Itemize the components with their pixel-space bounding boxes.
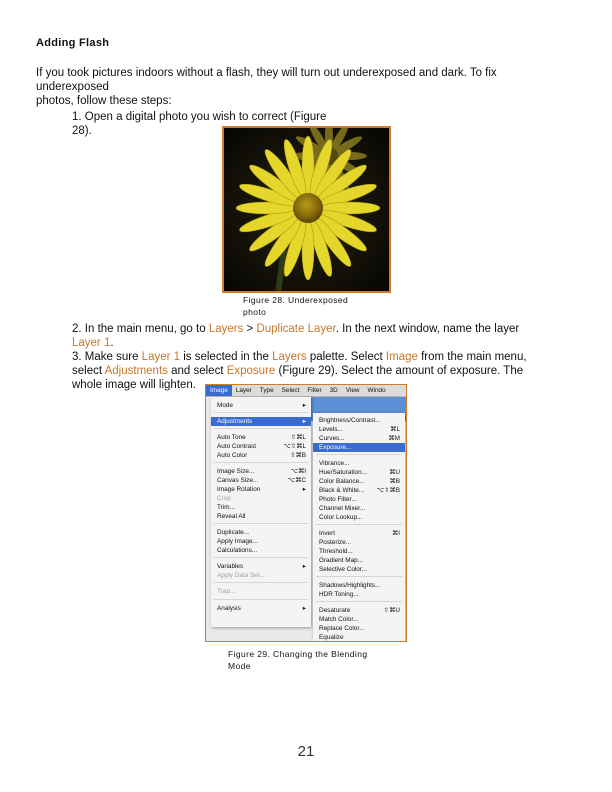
menubar-item-layer[interactable]: Layer [235,387,252,394]
menubar-item-image[interactable]: Image [206,385,232,396]
submenu-arrow-icon: ▸ [302,418,306,425]
term-adjustments: Adjustments [104,365,168,377]
step-2-arrow: > [243,323,257,335]
image-menu-item-label: Apply Data Set... [217,572,265,579]
image-menu-item-analysis[interactable] [211,604,311,613]
image-menu-item-label: Image Rotation [217,486,261,493]
adjustments-menu-item-hdr-toning[interactable] [313,590,405,599]
adjustments-menu-item-shortcut: ⌥⇧⌘B [376,487,400,494]
section-heading: Adding Flash [36,37,110,49]
adjustments-menu-item-label: Posterize... [319,539,351,546]
adjustments-menu-item-shortcut: ⌘I [391,530,400,537]
image-menu-item-label: Calculations... [217,547,258,554]
figure-29-caption [228,648,367,672]
adjustments-menu-item-label: Vibrance... [319,460,350,467]
adjustments-menu-item-hue-saturation[interactable] [313,468,405,477]
image-menu-item-label: Variables [217,563,244,570]
figure-29-caption-line-1: Figure 29. Changing the Blending [228,649,368,659]
adjustments-submenu [313,413,405,641]
image-menu-item-label: Crop [217,495,231,502]
adjustments-menu-item-color-lookup[interactable] [313,513,405,522]
submenu-arrow-icon: ▸ [302,563,306,570]
image-menu-item-label: Auto Color [217,452,248,459]
adjustments-menu-item-shortcut: ⇧⌘U [383,607,400,614]
image-menu-item-shortcut: ⌥⌘C [287,477,306,484]
image-menu-item-shortcut: ⇧⌘L [290,434,306,441]
adjustments-menu-item-replace-color[interactable] [313,624,405,633]
intro-line-1: If you took pictures indoors without a flash, they will turn out underexposed and dark. To fix [36,67,497,79]
step-2 [72,322,572,350]
image-menu-item-shortcut: ⇧⌘B [289,452,306,459]
step-1-line-1: 1. Open a digital photo you wish to correct (Figure [72,111,327,123]
adjustments-menu-item-label: Color Lookup... [319,514,363,521]
adjustments-menu-item-shadows-highlights[interactable] [313,581,405,590]
adjustments-menu-item-label: Black & White... [319,487,365,494]
image-menu-item-adjustments[interactable] [211,417,311,426]
figure-29-caption-line-2: Mode [228,661,251,671]
step-3-text-h: whole image will lighten. [72,379,197,391]
adjustments-menu-item-color-balance[interactable] [313,477,405,486]
image-menu-item-image-size[interactable] [211,467,311,476]
adjustments-menu-item-channel-mixer[interactable] [313,504,405,513]
image-menu-item-label: Apply Image... [217,538,258,545]
image-menu-item-label: Image Size... [217,468,255,475]
adjustments-menu-item-label: HDR Toning... [319,591,359,598]
term-exposure: Exposure [226,365,276,377]
image-menu-item-mode[interactable] [211,401,311,410]
step-3-text-a: 3. Make sure [72,351,142,363]
figure-29-screenshot [205,384,407,642]
intro-line-3: photos, follow these steps: [36,95,172,107]
adjustments-menu-item-label: Hue/Saturation... [319,469,367,476]
image-menu-item-label: Trap... [217,588,236,595]
intro-line-2: underexposed [36,81,109,93]
figure-28-caption-line-1: Figure 28. Underexposed [243,295,349,305]
image-menu-item-label: Auto Tone [217,434,246,441]
menubar-item-filter[interactable]: Filter [307,387,322,394]
image-menu-item-shortcut: ⌥⇧⌘L [283,443,306,450]
adjustments-menu-item-invert[interactable] [313,529,405,538]
adjustments-menu-separator [316,524,402,525]
menubar-item-windo[interactable]: Windo [367,387,386,394]
step-2-suffix: . In the next window, name the layer [335,323,520,335]
image-menu-item-label: Adjustments [217,418,253,425]
adjustments-menu-item-levels[interactable] [313,425,405,434]
adjustments-menu-item-label: Replace Color... [319,625,365,632]
menubar-item-view[interactable]: View [345,387,360,394]
image-menu-item-label: Mode [217,402,233,409]
adjustments-menu-item-label: Gradient Map... [319,557,364,564]
image-menu [211,397,311,627]
image-menu-separator [214,582,308,583]
term-layer-1: Layer 1 [141,351,181,363]
menubar-item-3d[interactable]: 3D [329,387,338,394]
image-menu-item-image-rotation[interactable] [211,485,311,494]
image-menu-separator [214,599,308,600]
figure-28-caption [243,294,348,318]
adjustments-menu-separator [316,454,402,455]
step-2-text: 2. In the main menu, go to [72,323,209,335]
term-duplicate-layer: Duplicate Layer [256,323,336,335]
adjustments-menu-item-label: Channel Mixer... [319,505,366,512]
step-2-end: . [110,337,114,349]
adjustments-menu-item-label: Exposure... [319,444,352,451]
figure-28-caption-line-2: photo [243,307,267,317]
image-menu-item-trap[interactable] [211,587,311,596]
adjustments-menu-item-threshold[interactable] [313,547,405,556]
term-image: Image [385,351,418,363]
adjustments-menu-separator [316,576,402,577]
intro-paragraph [36,66,576,108]
image-menu-item-shortcut: ⌥⌘I [290,468,306,475]
adjustments-menu-item-label: Invert [319,530,335,537]
image-menu-separator [214,557,308,558]
adjustments-menu-item-brightness-contrast[interactable] [313,416,405,425]
adjustments-menu-item-gradient-map[interactable] [313,556,405,565]
figure-28-photo [222,126,391,293]
image-menu-item-label: Canvas Size... [217,477,259,484]
adjustments-menu-separator [316,601,402,602]
image-menu-item-calculations[interactable] [211,546,311,555]
term-layer-1: Layer 1 [72,337,111,349]
image-menu-item-reveal-all[interactable] [211,512,311,521]
image-menu-item-label: Auto Contrast [217,443,257,450]
image-menu-item-auto-color[interactable] [211,451,311,460]
adjustments-menu-item-label: Threshold... [319,548,353,555]
daisy-image [224,128,389,291]
adjustments-menu-item-curves[interactable] [313,434,405,443]
adjustments-menu-item-exposure[interactable] [313,443,405,452]
image-menu-item-label: Analysis [217,605,241,612]
image-menu-item-variables[interactable] [211,562,311,571]
menu-bar [206,385,406,397]
adjustments-menu-item-label: Levels... [319,426,343,433]
submenu-arrow-icon: ▸ [302,402,306,409]
adjustments-menu-item-label: Equalize [319,634,344,641]
image-menu-separator [214,523,308,524]
adjustments-menu-item-label: Match Color... [319,616,359,623]
adjustments-menu-item-label: Brightness/Contrast... [319,417,381,424]
adjustments-menu-item-photo-filter[interactable] [313,495,405,504]
image-menu-item-crop[interactable] [211,494,311,503]
submenu-arrow-icon: ▸ [302,486,306,493]
adjustments-menu-item-vibrance[interactable] [313,459,405,468]
image-menu-item-label: Duplicate... [217,529,249,536]
adjustments-menu-item-equalize[interactable] [313,633,405,642]
submenu-arrow-icon: ▸ [302,605,306,612]
image-menu-item-label: Trim... [217,504,235,511]
image-menu-separator [214,462,308,463]
step-3-text-b: is selected in the [180,351,273,363]
image-menu-item-trim[interactable] [211,503,311,512]
image-menu-item-auto-tone[interactable] [211,433,311,442]
adjustments-menu-item-shortcut: ⌘U [388,469,400,476]
image-menu-item-auto-contrast[interactable] [211,442,311,451]
adjustments-menu-item-posterize[interactable] [313,538,405,547]
image-menu-item-apply-image[interactable] [211,537,311,546]
step-3-text-d: from the main menu, [417,351,527,363]
image-menu-separator [214,412,308,413]
adjustments-menu-item-label: Photo Filter... [319,496,357,503]
adjustments-menu-item-desaturate[interactable] [313,606,405,615]
step-1-line-2: 28). [72,125,92,137]
image-menu-item-canvas-size[interactable] [211,476,311,485]
adjustments-menu-item-match-color[interactable] [313,615,405,624]
image-menu-item-duplicate[interactable] [211,528,311,537]
adjustments-menu-item-selective-color[interactable] [313,565,405,574]
adjustments-menu-item-shortcut: ⌘B [389,478,400,485]
adjustments-menu-item-label: Color Balance... [319,478,365,485]
adjustments-menu-item-label: Curves... [319,435,345,442]
adjustments-menu-item-label: Shadows/Highlights... [319,582,381,589]
menubar-item-type[interactable]: Type [259,387,274,394]
image-menu-item-label: Reveal All [217,513,246,520]
step-3-text-f: and select [167,365,227,377]
step-3-text-g: (Figure 29). Select the amount of exposure. The [275,365,524,377]
image-menu-item-apply-data-set[interactable] [211,571,311,580]
adjustments-menu-item-black-white[interactable] [313,486,405,495]
adjustments-menu-item-shortcut: ⌘M [388,435,400,442]
adjustments-menu-item-label: Desaturate [319,607,351,614]
menubar-item-select[interactable]: Select [281,387,300,394]
term-layers: Layers [208,323,244,335]
image-menu-separator [214,428,308,429]
adjustments-menu-item-label: Selective Color... [319,566,367,573]
page-number: 21 [297,743,315,760]
term-layers: Layers [272,351,307,363]
step-3-text-e: select [72,365,105,377]
step-3-text-c: palette. Select [306,351,386,363]
adjustments-menu-item-shortcut: ⌘L [390,426,400,433]
